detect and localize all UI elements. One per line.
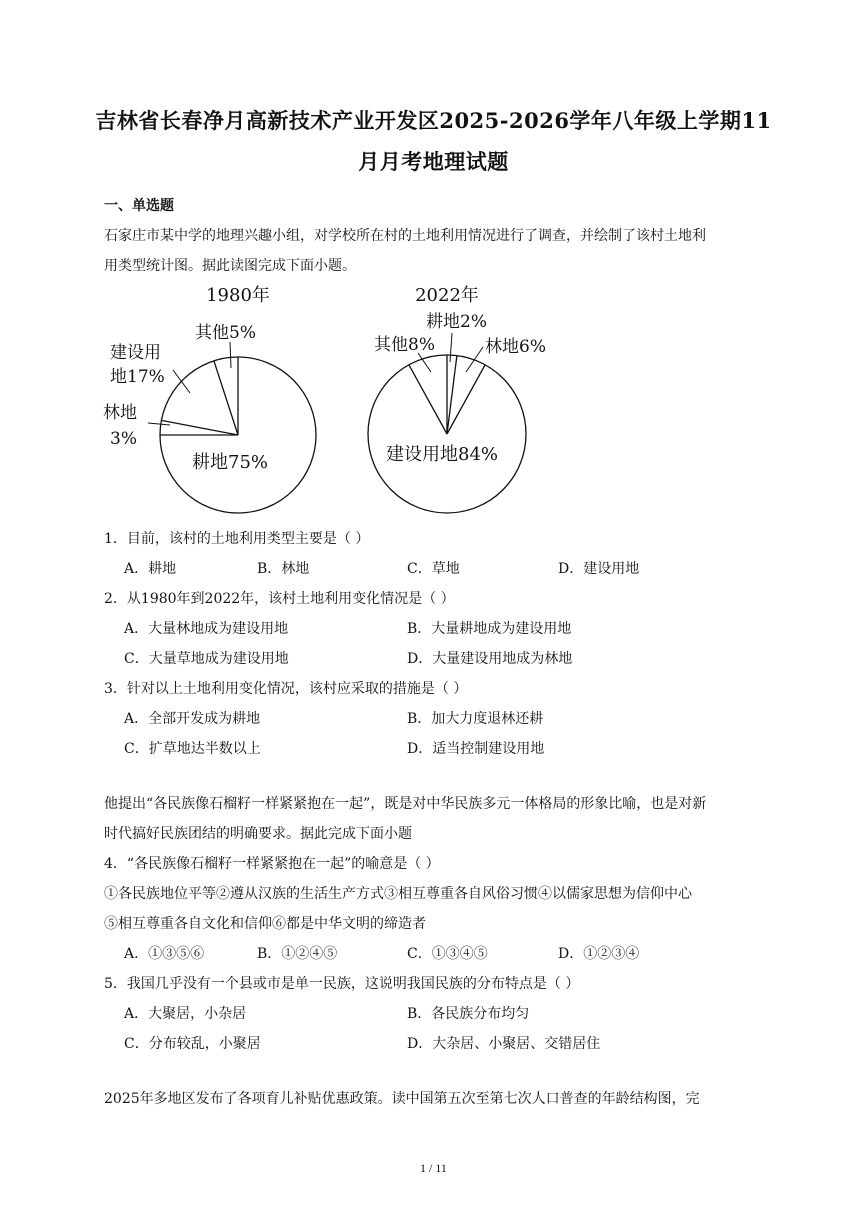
chart1-label-forest-l1: 林地	[103, 403, 137, 423]
title-line-1: 吉林省长春净月高新技术产业开发区2025-2026学年八年级上学期11	[95, 108, 772, 133]
question-4: 4．“各民族像石榴籽一样紧紧抱在一起”的喻意是（ ）	[104, 856, 440, 872]
question-3: 3．针对以上土地利用变化情况，该村应采取的措施是（ ）	[104, 681, 468, 697]
chart1-radii	[160, 357, 238, 435]
chart2-title: 2022年	[415, 285, 479, 306]
chart1-slice-boundary-建设用地	[161, 420, 238, 435]
chart1-label-construction-l2: 地17%	[110, 367, 165, 387]
intro-paragraph-2-line-1: 他提出“各民族像石榴籽一样紧紧抱在一起”，既是对中华民族多元一体格局的形象比喻，也是对新	[104, 796, 707, 812]
chart2-label-other: 其他8%	[374, 335, 435, 355]
intro-paragraph-2-line-2: 时代搞好民族团结的明确要求。据此完成下面小题	[104, 826, 412, 842]
q3-option-d[interactable]: D．适当控制建设用地	[407, 741, 545, 757]
q3-option-c[interactable]: C．扩草地达半数以上	[124, 741, 261, 757]
chart1-leader-construction	[173, 370, 190, 393]
q2-option-c[interactable]: C．大量草地成为建设用地	[124, 651, 289, 667]
q4-items-line-1: ①各民族地位平等②遵从汉族的生活生产方式③相互尊重各自风俗习惯④以儒家思想为信仰中心	[104, 886, 692, 902]
q3-option-a[interactable]: A．全部开发成为耕地	[124, 711, 261, 727]
q2-option-a[interactable]: A．大量林地成为建设用地	[124, 621, 289, 637]
q3-option-b[interactable]: B．加大力度退林还耕	[407, 711, 544, 727]
chart2-slice-boundary-林地	[447, 356, 457, 434]
page-footer: 1 / 11	[420, 1161, 447, 1175]
chart1-title: 1980年	[206, 285, 270, 306]
q5-option-c[interactable]: C．分布较乱，小聚居	[124, 1036, 261, 1052]
chart2-leader-cropland	[450, 333, 452, 362]
q4-option-d[interactable]: D．①②③④	[558, 946, 640, 962]
chart2-leader-forest	[466, 347, 483, 372]
chart1-slice-boundary-其他	[214, 361, 238, 435]
q1-option-b[interactable]: B．林地	[257, 561, 310, 577]
chart2-radii	[409, 355, 485, 434]
q4-items-line-2: ⑤相互尊重各自文化和信仰⑥都是中华文明的缔造者	[104, 916, 426, 932]
q1-option-a[interactable]: A．耕地	[124, 561, 177, 577]
question-5: 5．我国几乎没有一个县或市是单一民族，这说明我国民族的分布特点是（ ）	[104, 976, 580, 992]
title-line-2: 月月考地理试题	[358, 149, 509, 174]
question-2: 2．从1980年到2022年，该村土地利用变化情况是（ ）	[104, 591, 455, 607]
chart1-label-other: 其他5%	[195, 323, 256, 343]
q1-option-d[interactable]: D．建设用地	[558, 561, 640, 577]
chart2-label-construction: 建设用地84%	[386, 444, 499, 465]
chart2-slice-boundary-其他	[409, 365, 447, 434]
chart2-label-cropland: 耕地2%	[426, 312, 487, 332]
chart2-slice-boundary-建设用地	[447, 365, 485, 434]
intro-paragraph-3: 2025年多地区发布了各项育儿补贴优惠政策。读中国第五次至第七次人口普查的年龄结构图，完	[104, 1091, 700, 1107]
q2-option-b[interactable]: B．大量耕地成为建设用地	[407, 621, 572, 637]
q4-option-c[interactable]: C．①③④⑤	[407, 946, 488, 962]
pie-charts-figure	[0, 0, 867, 520]
chart1-label-forest-l2: 3%	[110, 429, 137, 449]
q2-option-d[interactable]: D．大量建设用地成为林地	[407, 651, 573, 667]
q5-option-d[interactable]: D．大杂居、小聚居、交错居住	[407, 1036, 601, 1052]
section-heading: 一、单选题	[104, 198, 174, 214]
q1-option-c[interactable]: C．草地	[407, 561, 460, 577]
chart1-leader-forest	[148, 423, 170, 425]
q4-option-b[interactable]: B．①②④⑤	[257, 946, 338, 962]
q5-option-a[interactable]: A．大聚居，小杂居	[124, 1006, 247, 1022]
chart1-leader-other	[230, 342, 231, 368]
chart2-leader-other	[418, 353, 431, 372]
intro-paragraph-1-line-1: 石家庄市某中学的地理兴趣小组，对学校所在村的土地利用情况进行了调查，并绘制了该村土地利	[104, 228, 706, 244]
intro-paragraph-1-line-2: 用类型统计图。据此读图完成下面小题。	[104, 258, 356, 274]
chart2-label-forest: 林地6%	[485, 337, 546, 357]
q4-option-a[interactable]: A．①③⑤⑥	[124, 946, 205, 962]
chart1-label-cropland: 耕地75%	[192, 452, 269, 473]
chart1-label-construction-l1: 建设用	[110, 343, 161, 363]
q5-option-b[interactable]: B．各民族分布均匀	[407, 1006, 530, 1022]
question-1: 1．目前，该村的土地利用类型主要是（ ）	[104, 531, 370, 547]
